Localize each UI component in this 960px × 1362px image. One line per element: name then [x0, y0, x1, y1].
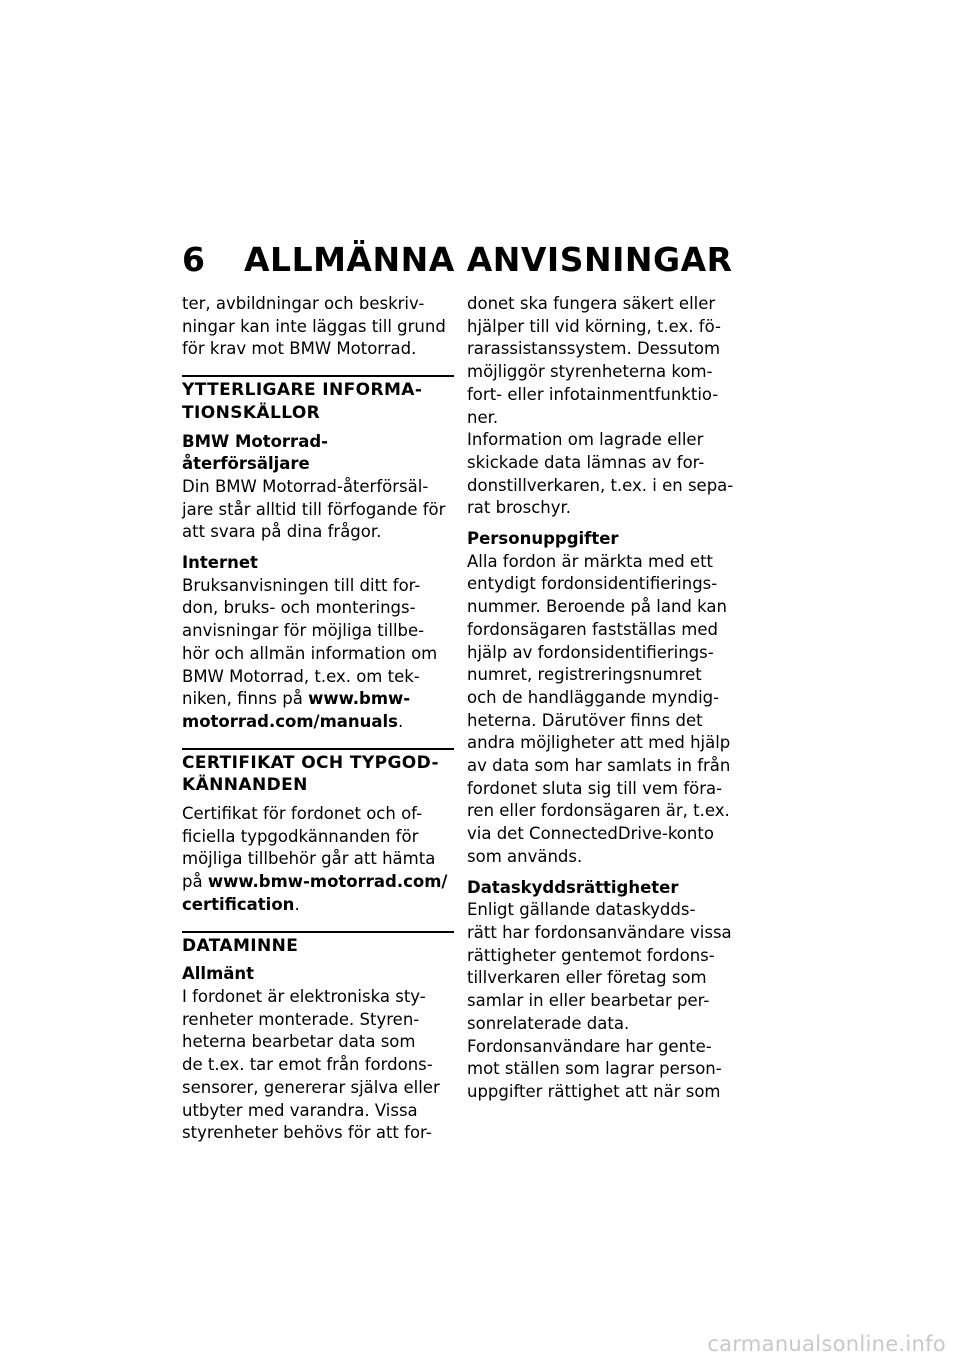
left-column — [182, 293, 454, 1145]
text-line: hör och allmän information om — [182, 643, 438, 663]
text-line: Alla fordon är märkta med ett — [467, 551, 714, 571]
chapter-number: 6 — [182, 240, 206, 279]
text-line: renheter monterade. Styren- — [182, 1009, 420, 1029]
text-line: på — [182, 872, 208, 892]
data-protection-paragraph — [467, 899, 739, 1035]
text-line: Certifikat för fordonet och of- — [182, 804, 423, 824]
text-line: heterna bearbetar data som — [182, 1032, 416, 1052]
section-title-line: YTTERLIGARE INFORMA- — [182, 380, 423, 401]
text-line: fordonsägaren fastställas med — [467, 619, 718, 639]
section-certificates — [182, 748, 454, 917]
text-line: Bruksanvisningen till ditt for- — [182, 575, 421, 595]
text-line: niken, finns på — [182, 689, 309, 709]
certification-link[interactable]: www.bmw-motorrad.com/ — [207, 872, 448, 892]
manuals-link-continued[interactable]: motorrad.com/manuals — [182, 711, 399, 731]
punctuation: . — [398, 711, 404, 731]
text-line: som används. — [467, 846, 583, 866]
stored-data-paragraph — [467, 429, 739, 520]
certification-link-continued[interactable]: certification — [182, 894, 295, 914]
text-line: ner. — [467, 407, 499, 427]
user-rights-paragraph — [467, 1036, 739, 1104]
internet-paragraph — [182, 575, 454, 734]
right-column — [467, 293, 739, 1104]
text-line: ter, avbildningar och beskriv- — [182, 294, 425, 313]
text-line: ningar kan inte läggas till grund — [182, 316, 446, 336]
section-title: DATAMINNE — [182, 935, 299, 956]
punctuation: . — [294, 894, 300, 914]
text-line: Information om lagrade eller — [467, 430, 704, 450]
subheading-personal-data: Personuppgifter — [467, 529, 619, 549]
text-line: uppgifter rättighet att när som — [467, 1081, 721, 1101]
section-title — [182, 379, 454, 424]
section-title-line: CERTIFIKAT OCH TYPGOD- — [182, 752, 439, 773]
text-line: Enligt gällande dataskydds- — [467, 900, 696, 920]
chapter-title-text: ALLMÄNNA ANVISNINGAR — [244, 240, 733, 279]
text-line: nummer. Beroende på land kan — [467, 597, 727, 617]
subheading-general: Allmänt — [182, 964, 255, 984]
text-line: de t.ex. tar emot från fordons- — [182, 1055, 433, 1075]
text-line: fordonet sluta sig till vem föra- — [467, 778, 723, 798]
text-line: Fordonsanvändare har gente- — [467, 1036, 712, 1056]
text-line: utbyter med varandra. Vissa — [182, 1100, 418, 1120]
intro-paragraph — [182, 293, 454, 361]
watermark: carmanualsonline.info — [707, 1332, 946, 1356]
subheading-internet: Internet — [182, 553, 258, 573]
text-line: I fordonet är elektroniska sty- — [182, 986, 426, 1006]
text-line: Din BMW Motorrad-återförsäl- — [182, 476, 429, 496]
text-line: rätt har fordonsanvändare vissa — [467, 922, 732, 942]
data-memory-paragraph — [182, 986, 454, 1145]
text-line: möjliggör styrenheterna kom- — [467, 362, 713, 382]
text-line: jare står alltid till förfogande för — [182, 499, 446, 519]
text-line: heterna. Därutöver finns det — [467, 710, 703, 730]
control-units-paragraph — [467, 293, 739, 429]
text-line: donstillverkaren, t.ex. i en sepa- — [467, 475, 734, 495]
section-title — [182, 752, 454, 797]
text-line: samlar in eller bearbetar per- — [467, 991, 710, 1011]
certificates-paragraph — [182, 803, 454, 917]
text-line: BMW Motorrad, t.ex. om tek- — [182, 666, 420, 686]
text-line: rarassistanssystem. Dessutom — [467, 339, 721, 359]
text-line: donet ska fungera säkert eller — [467, 294, 716, 313]
section-data-memory — [182, 931, 454, 1145]
text-line: hjälp av fordonsidentifierings- — [467, 642, 714, 662]
chapter-title — [182, 238, 733, 282]
personal-data-paragraph — [467, 551, 739, 869]
text-line: skickade data lämnas av for- — [467, 452, 705, 472]
text-line: av data som har samlats in från — [467, 756, 731, 776]
manuals-link[interactable]: www.bmw- — [308, 689, 411, 709]
text-line: rättigheter gentemot fordons- — [467, 945, 715, 965]
text-line: styrenheter behövs för att for- — [182, 1123, 432, 1143]
subheading-dealer: BMW Motorrad-återförsäljare — [182, 431, 328, 474]
text-line: entydigt fordonsidentifierings- — [467, 574, 718, 594]
text-line: sensorer, genererar själva eller — [182, 1077, 440, 1097]
section-additional-info — [182, 375, 454, 734]
text-line: numret, registreringsnumret — [467, 665, 702, 685]
dealer-paragraph — [182, 476, 454, 544]
text-line: rat broschyr. — [467, 498, 572, 518]
text-line: att svara på dina frågor. — [182, 522, 382, 542]
text-line: tillverkaren eller företag som — [467, 968, 707, 988]
text-line: ficiella typgodkännanden för — [182, 826, 419, 846]
text-line: mot ställen som lagrar person- — [467, 1059, 722, 1079]
text-line: anvisningar för möjliga tillbe- — [182, 621, 425, 641]
text-line: hjälper till vid körning, t.ex. fö- — [467, 316, 721, 336]
subheading-data-protection: Dataskyddsrättigheter — [467, 877, 679, 897]
section-title-line: KÄNNANDEN — [182, 775, 308, 796]
section-title-line: TIONSKÄLLOR — [182, 402, 321, 423]
text-line: sonrelaterade data. — [467, 1013, 630, 1033]
text-line: möjliga tillbehör går att hämta — [182, 849, 436, 869]
text-line: via det ConnectedDrive-konto — [467, 824, 714, 844]
text-line: för krav mot BMW Motorrad. — [182, 339, 417, 359]
text-line: ren eller fordonsägaren är, t.ex. — [467, 801, 730, 821]
text-line: fort- eller infotainmentfunktio- — [467, 384, 719, 404]
text-line: andra möjligheter att med hjälp — [467, 733, 731, 753]
text-line: don, bruks- och monterings- — [182, 598, 416, 618]
text-line: och de handläggande myndig- — [467, 687, 720, 707]
